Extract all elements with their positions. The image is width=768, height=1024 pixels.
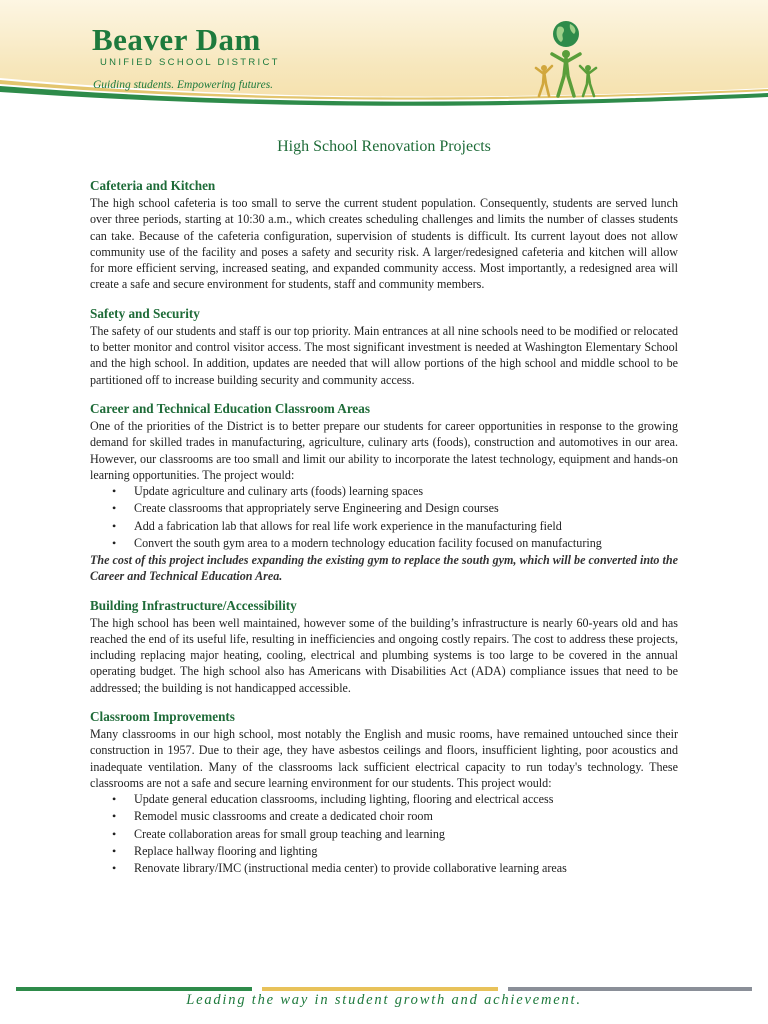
section-paragraph: The safety of our students and staff is our top priority. Main entrances at all nine schools need to be modified or relocated to better monitor and control visitor access. The most significant investment is needed at Washington Elementary School and the high school. In addition, updates are needed that will allow portions of the high school and middle school to be partitioned off to increase building security and community access. <box>90 323 678 387</box>
section-heading: Building Infrastructure/Accessibility <box>90 597 297 613</box>
district-subtitle: UNIFIED SCHOOL DISTRICT <box>100 57 280 68</box>
letterhead-header <box>0 0 768 118</box>
district-name: Beaver Dam <box>92 22 261 57</box>
bullet-list <box>90 791 678 877</box>
section-paragraph: One of the priorities of the District is to better prepare our students for career opportunities in response to the growing demand for skilled trades in manufacturing, agriculture, culinary arts (foods), construction and automotives in our area. However, our classrooms are too small and limit our ability to incorporate the latest technology, equipment and hands-on learning opportunities. The project would: <box>90 418 678 482</box>
section-heading: Career and Technical Education Classroom Areas <box>90 400 371 416</box>
list-item: • Update agriculture and culinary arts (foods) learning spaces <box>112 483 678 500</box>
cost-note: The cost of this project includes expanding the existing gym to replace the south gym, which will be converted into the Career and Technical Education Area. <box>90 552 678 584</box>
section-career <box>90 401 678 585</box>
bullet-list <box>90 483 678 552</box>
section-heading: Safety and Security <box>90 305 200 321</box>
list-item: • Create collaboration areas for small group teaching and learning <box>112 826 678 843</box>
page-title: High School Renovation Projects <box>277 138 491 155</box>
list-item: • Update general education classrooms, including lighting, flooring and electrical access <box>112 791 678 808</box>
section-cafeteria <box>90 178 678 293</box>
section-infrastructure <box>90 598 678 696</box>
list-item: • Convert the south gym area to a modern technology education facility focused on manufacturing <box>112 535 678 552</box>
section-paragraph: Many classrooms in our high school, most notably the English and music rooms, have remained untouched since their construction in 1957. Due to their age, they have asbestos ceilings and floors, insufficient lighting, poor acoustics and inadequate ventilation. Many of the classrooms lack sufficient electrical capacity to run today's technology. These classrooms are not a safe and secure learning environment for our students. This project would: <box>90 727 678 790</box>
list-item: • Renovate library/IMC (instructional media center) to provide collaborative learning areas <box>112 860 678 877</box>
section-paragraph: The high school cafeteria is too small to serve the current student population. Consequently, students are served lunch over three periods, starting at 10:30 a.m., which creates scheduling challenges and limits the number of classes students can take. Because of the cafeteria configuration, supervision of students is difficult. Its current layout does not allow community use of the facility and poses a safety and security risk. A larger/redesigned cafeteria and kitchen will allow for more efficient serving, increased seating, and expanded community access. Most importantly, a redesigned area will create a safe and secure environment for students, staff and community members. <box>90 196 678 292</box>
list-item: • Replace hallway flooring and lighting <box>112 843 678 860</box>
footer-tagline: Leading the way in student growth and achievement. <box>186 992 582 1008</box>
section-heading: Cafeteria and Kitchen <box>90 178 216 193</box>
section-heading: Classroom Improvements <box>90 709 235 725</box>
district-tagline: Guiding students. Empowering futures. <box>93 79 274 91</box>
document-body <box>90 178 678 890</box>
section-safety <box>90 306 678 388</box>
list-item: • Create classrooms that appropriately serve Engineering and Design courses <box>112 500 678 517</box>
section-paragraph: The high school has been well maintained, however some of the building’s infrastructure is nearly 60-years old and has reached the end of its useful life, resulting in inefficiencies and ongoing costly repairs. The cost to address these projects, including replacing major heating, cooling, electrical and plumbing systems is too large to be covered in the annual operating budget. The high school also has Americans with Disabilities Act (ADA) compliance issues that need to be addressed; the building is not handicapped accessible. <box>90 615 678 695</box>
list-item: • Remodel music classrooms and create a dedicated choir room <box>112 808 678 825</box>
section-classroom <box>90 709 678 877</box>
list-item: • Add a fabrication lab that allows for real life work experience in the manufacturing field <box>112 518 678 535</box>
globe-people-logo-icon <box>530 18 602 100</box>
